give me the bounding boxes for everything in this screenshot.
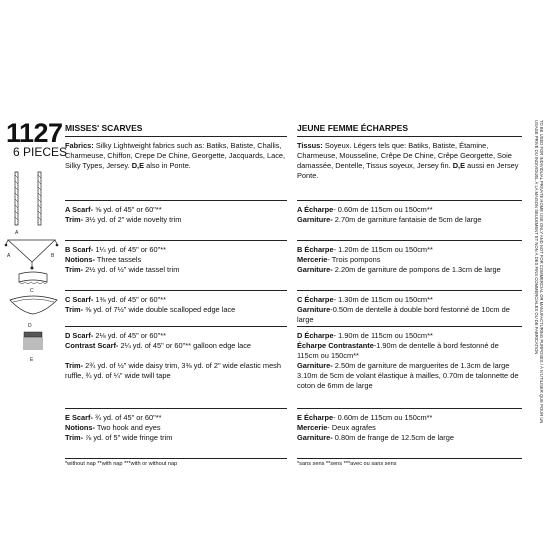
view-c-label-en: C Scarf- [65, 295, 94, 304]
view-e-mercerie-text: - Deux agrafes [327, 423, 376, 432]
tissus-extra-views: D,E [452, 161, 466, 170]
scarf-illustrations [5, 170, 60, 370]
english-view-a [65, 201, 287, 241]
view-b-label: A [7, 253, 11, 259]
view-a-yardage: ⅝ yd. of 45" or 60"** [95, 205, 162, 214]
english-view-e [65, 409, 287, 459]
view-d-label-en: D Scarf- [65, 331, 94, 340]
view-d-contrast-label: Contrast Scarf- [65, 341, 119, 350]
english-title: MISSES' SCARVES [65, 120, 287, 137]
french-view-d [297, 327, 522, 409]
tissus-text: Soyeux. Légers tels que: Batiks, Batiste, Étamine, Charmeuse, Mousseline, Crêpe De Chine, Crêpe Georgette, Soie damassée, Dentelle, Tissus soyeux, Jersey fin. [297, 141, 512, 170]
view-e-metrage: - 0.60m de 115cm ou 150cm** [333, 413, 433, 422]
view-a-metrage: - 0.60m de 115cm ou 150cm** [333, 205, 433, 214]
fabrics-extra-text: also in Ponte. [146, 161, 191, 170]
fabrics-label: Fabrics: [65, 141, 94, 150]
view-d-trim-label: Trim- [65, 361, 84, 370]
english-view-c [65, 291, 287, 327]
english-footnote: *without nap **with nap ***with or without nap [65, 461, 178, 467]
view-e-trim-text: ⅞ yd. of 5" wide fringe trim [85, 433, 173, 442]
view-d-garniture-text: 2.50m de garniture de marguerites de 1.3cm de large 3.10m de 5cm de volant élastique à mailles, 0.70m de talonnette de coton de 6mm de large [297, 361, 519, 390]
view-d-contrast-text: 2¼ yd. of 45" or 60"** galloon edge lace [120, 341, 252, 350]
copyright-text: TO BE USED FOR INDIVIDUAL PRIVATE HOME USE ONLY AND NOT FOR COMMERCIAL OR MANUFACTURING PURPOSES / À N'UTILISER QUE POUR UN USAGE PRIVÉ OU INDIVIDUEL À LA MAISON SEULEMENT ET NON À DES FINS COMMERCIALES OU DE FABRICATION [534, 120, 544, 424]
view-a-garniture-label: Garniture- [297, 215, 333, 224]
view-a-garniture-text: 2.70m de garniture fantaisie de 5cm de large [334, 215, 482, 224]
tissus-label: Tissus: [297, 141, 323, 150]
view-c-trim-label: Trim- [65, 305, 84, 314]
french-footnote: *sans sens **sens ***avec ou sans sens [297, 461, 397, 467]
tissus-extra-text: aussi en Jersey Ponte. [297, 161, 519, 180]
view-e-trim-label: Trim- [65, 433, 84, 442]
english-fabrics-section [65, 137, 287, 201]
fabrics-extra-views: D,E [131, 161, 145, 170]
view-b-notions-label: Notions- [65, 255, 95, 264]
view-b-label-fr: B Écharpe [297, 245, 334, 254]
view-b-label-en: B Scarf- [65, 245, 94, 254]
view-d-label-fr: D Écharpe [297, 331, 334, 340]
view-a-label-en: A Scarf- [65, 205, 94, 214]
view-c-label-fr: C Écharpe [297, 295, 334, 304]
view-d-contrast-text-fr: -1.90m de dentelle à bord festonné de 115cm ou 150cm** [297, 341, 499, 360]
view-b-notions-text: Three tassels [96, 255, 142, 264]
view-b-mercerie-label: Mercerie [297, 255, 328, 264]
view-a-drawing [15, 172, 41, 225]
view-b-garniture-text: 2.20m de garniture de pompons de 1.3cm de large [334, 265, 501, 274]
view-d-metrage: - 1.90m de 115cm ou 150cm** [333, 331, 433, 340]
english-view-b [65, 241, 287, 291]
view-a-trim-text: 3½ yd. of 2" wide novelty trim [85, 215, 182, 224]
english-column [65, 120, 287, 469]
view-c-drawing [19, 272, 47, 284]
view-d-contrast-label-fr: Écharpe Contrastante [297, 341, 374, 350]
french-title: JEUNE FEMME ÉCHARPES [297, 120, 522, 137]
view-c-yardage: 1⅜ yd. of 45" or 60"** [95, 295, 166, 304]
view-c-garniture-label: Garniture [297, 305, 331, 314]
view-e-label-en: E Scarf- [65, 413, 93, 422]
pieces-count: 6 PIECES [13, 145, 68, 159]
french-fabrics-section [297, 137, 522, 201]
view-a-label: A [15, 230, 19, 236]
view-c-label: C [30, 288, 34, 294]
view-e-label: E [30, 357, 34, 363]
view-e-drawing [24, 332, 42, 350]
view-b-mercerie-text: - Trois pompons [327, 255, 381, 264]
view-b-metrage: - 1.20m de 115cm ou 150cm** [333, 245, 433, 254]
french-view-e [297, 409, 522, 459]
french-view-b [297, 241, 522, 291]
pattern-number: 1127 [6, 118, 63, 148]
view-b-label-2: B [51, 253, 55, 259]
view-c-garniture-text: -0.50m de dentelle à double bord festonné de 10cm de large [297, 305, 510, 324]
view-e-garniture-text: 0.80m de frange de 12.5cm de large [334, 433, 454, 442]
view-a-trim-label: Trim- [65, 215, 84, 224]
view-b-trim-label: Trim- [65, 265, 84, 274]
view-e-mercerie-label: Mercerie [297, 423, 328, 432]
view-c-trim-text: ⅜ yd. of 7½" wide double scalloped edge lace [85, 305, 236, 314]
fabrics-text: Silky Lightweight fabrics such as: Batiks, Batiste, Challis, Charmeuse, Chiffon, Crepe De Chine, Georgette, Jacquards, Lace, Silky Types, Jersey. [65, 141, 286, 170]
french-view-a [297, 201, 522, 241]
english-view-d [65, 327, 287, 409]
view-e-notions-text: Two hook and eyes [96, 423, 161, 432]
view-b-yardage: 1¼ yd. of 45" or 60"** [95, 245, 166, 254]
view-b-garniture-label: Garniture- [297, 265, 333, 274]
view-e-garniture-label: Garniture- [297, 433, 333, 442]
view-c-metrage: - 1.30m de 115cm ou 150cm** [333, 295, 433, 304]
view-d-label: D [28, 323, 32, 329]
view-e-yardage: ¾ yd. of 45" or 60"** [95, 413, 162, 422]
view-d-drawing [10, 296, 57, 314]
view-d-yardage: 2⅛ yd. of 45" or 60"** [95, 331, 166, 340]
copyright-sidebar [529, 120, 543, 425]
view-d-garniture-label: Garniture- [297, 361, 333, 370]
view-d-trim-text: 2¾ yd. of ½" wide daisy trim, 3⅜ yd. of 2" wide elastic mesh ruffle, ¾ yd. of ¼" wide twill tape [65, 361, 281, 380]
view-e-notions-label: Notions- [65, 423, 95, 432]
french-view-c [297, 291, 522, 327]
french-column [297, 120, 522, 469]
view-a-label-fr: A Écharpe [297, 205, 334, 214]
view-e-label-fr: E Écharpe [297, 413, 334, 422]
view-b-trim-text: 2½ yd. of ½" wide tassel trim [85, 265, 180, 274]
